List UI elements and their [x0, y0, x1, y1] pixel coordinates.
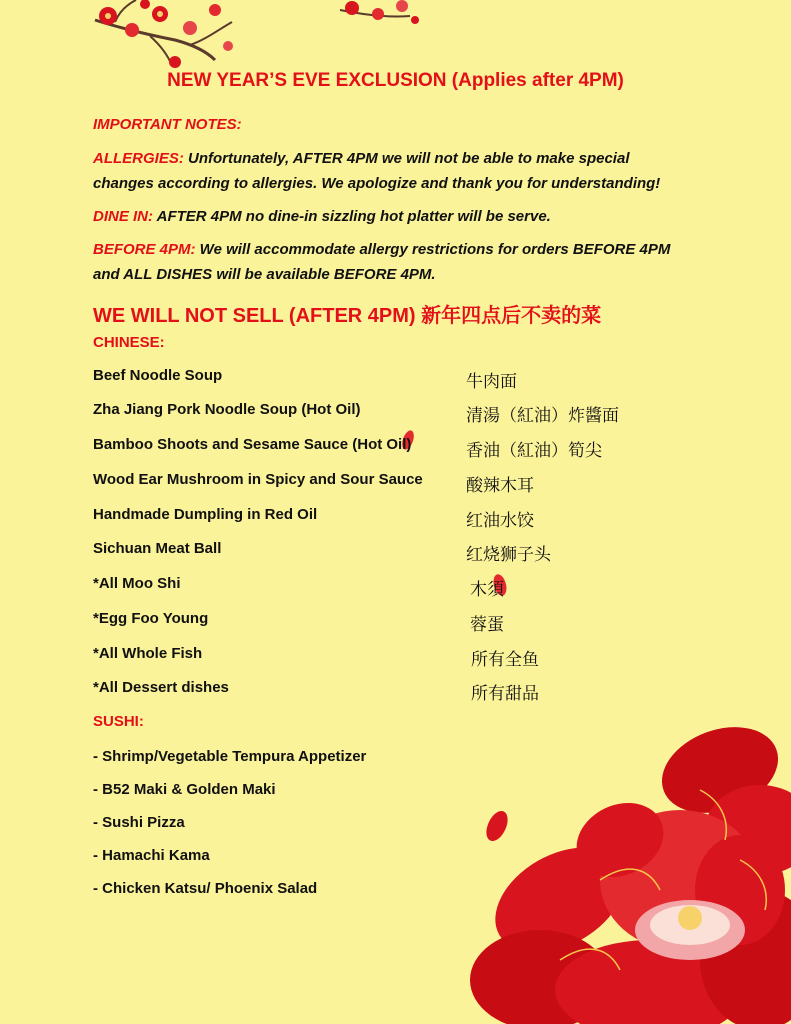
menu-item-row — [93, 679, 693, 704]
allergies-text-line1: Unfortunately, AFTER 4PM we will not be able to make special — [183, 150, 630, 167]
sushi-item: - Shrimp/Vegetable Tempura Appetizer — [93, 748, 367, 765]
before-4pm-note — [93, 237, 703, 287]
before-4pm-label: BEFORE 4PM: — [93, 241, 196, 258]
allergies-text-line2: changes according to allergies. We apologize and thank you for understanding! — [93, 175, 661, 192]
chinese-heading: CHINESE: — [93, 334, 165, 351]
menu-item-english: *Egg Foo Young — [93, 610, 209, 627]
sushi-item: - Chicken Katsu/ Phoenix Salad — [93, 880, 318, 897]
menu-item-row — [93, 436, 693, 461]
sushi-heading: SUSHI: — [93, 713, 144, 730]
dine-in-text: AFTER 4PM no dine-in sizzling hot platter will be serve. — [153, 208, 551, 225]
menu-item-row — [93, 471, 693, 496]
dine-in-note — [93, 204, 703, 229]
page-title: NEW YEAR’S EVE EXCLUSION (Applies after 4PM) — [167, 70, 624, 91]
menu-item-chinese: 所有甜品 — [471, 684, 539, 704]
menu-item-chinese: 清湯（紅油）炸醬面 — [466, 406, 619, 426]
menu-item-chinese: 木須 — [470, 580, 504, 600]
allergies-label: ALLERGIES: — [93, 150, 184, 167]
menu-item-row — [93, 645, 693, 670]
menu-item-english: *All Whole Fish — [93, 645, 203, 662]
menu-item-english: Beef Noodle Soup — [93, 367, 223, 384]
menu-item-chinese: 酸辣木耳 — [466, 476, 534, 496]
menu-item-row — [93, 401, 693, 426]
sushi-item: - Sushi Pizza — [93, 814, 185, 831]
allergies-note — [93, 146, 703, 196]
sushi-item: - Hamachi Kama — [93, 847, 210, 864]
menu-item-english: Handmade Dumpling in Red Oil — [93, 506, 318, 523]
before-4pm-text-line1: We will accommodate allergy restrictions for orders BEFORE 4PM — [195, 241, 671, 258]
menu-item-english: Zha Jiang Pork Noodle Soup (Hot Oil) — [93, 401, 361, 418]
sushi-item: - B52 Maki & Golden Maki — [93, 781, 276, 798]
menu-item-english: Wood Ear Mushroom in Spicy and Sour Sauce — [93, 471, 423, 488]
menu-item-english: Bamboo Shoots and Sesame Sauce (Hot Oil) — [93, 436, 412, 453]
menu-item-chinese: 香油（紅油）筍尖 — [466, 441, 602, 461]
menu-item-row — [93, 575, 693, 600]
menu-item-english: *All Moo Shi — [93, 575, 181, 592]
menu-item-row — [93, 367, 693, 392]
menu-item-chinese: 蓉蛋 — [470, 615, 504, 635]
menu-item-chinese: 红烧狮子头 — [466, 545, 551, 565]
menu-item-chinese: 所有全鱼 — [471, 650, 539, 670]
dine-in-label: DINE IN: — [93, 208, 153, 225]
menu-item-row — [93, 610, 693, 635]
menu-item-chinese: 红油水饺 — [466, 511, 534, 531]
menu-item-chinese: 牛肉面 — [466, 372, 517, 392]
important-notes-heading: IMPORTANT NOTES: — [93, 116, 242, 133]
menu-item-english: Sichuan Meat Ball — [93, 540, 222, 557]
menu-item-english: *All Dessert dishes — [93, 679, 229, 696]
not-sell-heading: WE WILL NOT SELL (AFTER 4PM) 新年四点后不卖的菜 — [93, 305, 602, 327]
before-4pm-text-line2: and ALL DISHES will be available BEFORE 4PM. — [93, 266, 436, 283]
menu-item-row — [93, 506, 693, 531]
menu-item-row — [93, 540, 693, 565]
